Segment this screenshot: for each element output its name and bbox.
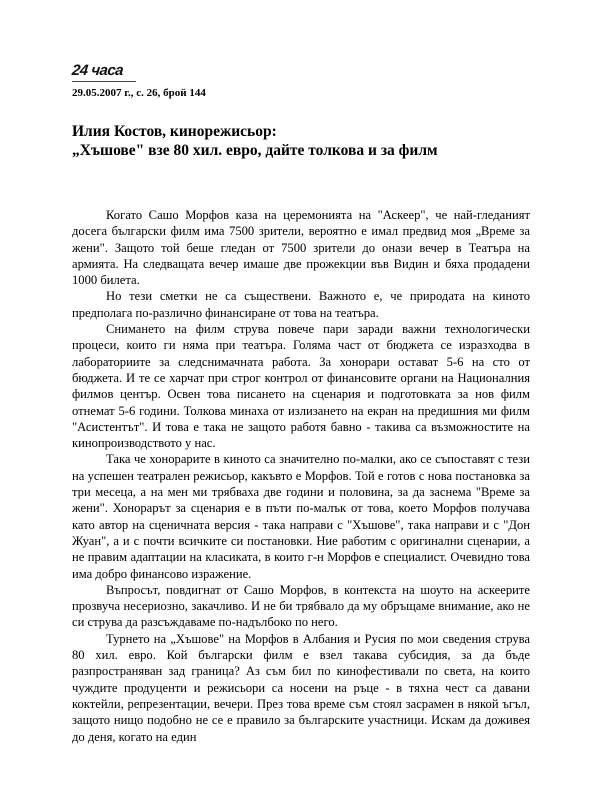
- logo-text: 24 часа: [71, 62, 125, 79]
- source-line: 29.05.2007 г., с. 26, брой 144: [72, 87, 206, 99]
- paragraph-1: Когато Сашо Морфов каза на церемонията на "Аскеер", че най-гледаният досега български филм има 7500 зрители, вероятно е имал предвид моя „Време за жени". Защото той беше гледан от 7500 зрители до онази вечер в Театъра на армията. На следващата вечер имаше две прожекции във Видин и бяха продадени 1000 билета.: [72, 208, 530, 288]
- paragraph-6: Турнето на „Хъшове" на Морфов в Албания и Русия по мои сведения струва 80 хил. евро. Кой български филм е взел такава субсидия, за да бъде разпространяван зад граница? Аз съм бил по кинофестивали по света, на които чуждите продуценти и режисьори са носени на ръце - в тяхна чест са давани коктейли, репрезентации, вечери. През това време съм стоял засрамен в някой ъгъл, защото нищо подобно не се е правило за българските участници. Искам да доживея до деня, когато на един: [72, 631, 530, 744]
- document-page: [72, 62, 530, 745]
- paragraph-4: Така че хонорарите в киното са значително по-малки, ако се съпоставят с тези на успешен театрален режисьор, какъвто е Морфов. Той е готов с нова постановка за три месеца, а на мен ми трябваха две години и половина, за да заснема "Време за жени". Хонорарът за сценария е в пъти по-малък от това, което Морфов получава като автор на сценичната версия - така направи с "Хъшове", така направи и с "Дон Жуан", а и с почти всичките си постановки. Ние работим с оригинални сценарии, а не правим адаптации на класиката, в които г-н Морфов е специалист. Очевидно това има добро финансово изражение.: [72, 452, 530, 581]
- title-line-1: Илия Костов, кинорежисьор:: [72, 123, 277, 140]
- paragraph-2: Но тези сметки не са съществени. Важното е, че природата на киното предполага по-различно финансиране от това на театъра.: [72, 289, 530, 320]
- title-line-2: „Хъшове" взе 80 хил. евро, дайте толкова и за филм: [72, 142, 438, 159]
- article-title: [72, 122, 530, 160]
- newspaper-logo: [72, 62, 138, 86]
- article-body: [72, 207, 530, 745]
- paragraph-5: Въпросът, повдигнат от Сашо Морфов, в контекста на шоуто на аскеерите прозвуча несериозно, закачливо. И не би трябвало да му обръщаме внимание, ако не си струва да разсъждаваме по-надълбоко по него.: [72, 582, 530, 630]
- paragraph-3: Снимането на филм струва повече пари заради важни технологически процеси, които ги няма при театъра. Голяма част от бюджета се изразходва в лабораториите за следснимачната работа. За хонорари остават 5-6 на сто от бюджета. И те се харчат при строг контрол от финансовите органи на Националния филмов център. Освен това писането на сценария и подготовката за нов филм отнемат 5-6 години. Толкова минаха от излизането на екран на предишния ми филм "Асистентът". И това е така не защото работя бавно - такива са възможностите на кинопроизводството у нас.: [72, 322, 530, 451]
- logo-underline: [72, 81, 136, 82]
